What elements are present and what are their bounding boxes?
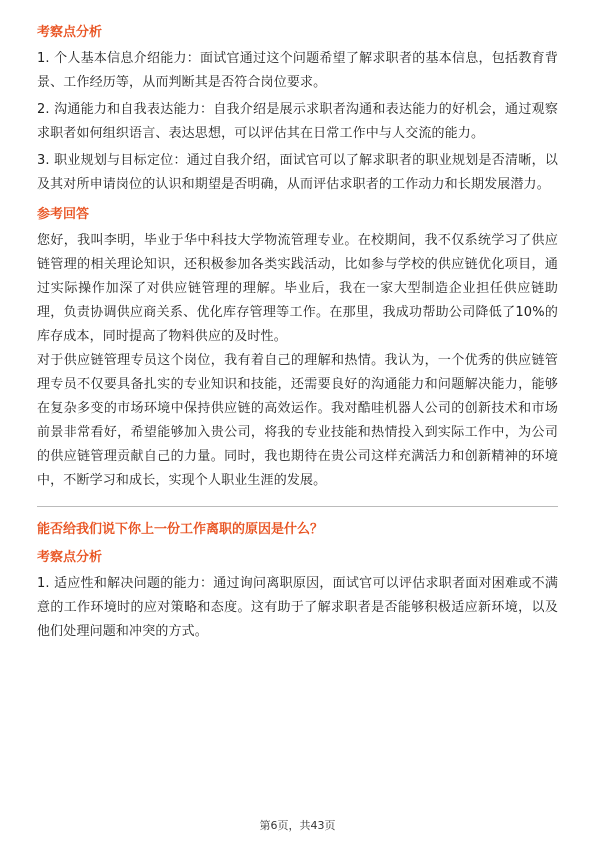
analysis-list [37,572,558,644]
section-divider [37,506,558,507]
analysis-item: 2. 沟通能力和自我表达能力：自我介绍是展示求职者沟通和表达能力的好机会，通过观察求职者如何组织语言、表达思想，可以评估其在日常工作中与人交流的能力。 [37,102,558,141]
reference-answer-heading: 参考回答 [37,207,90,222]
reference-paragraph: 对于供应链管理专员这个岗位，我有着自己的理解和热情。我认为，一个优秀的供应链管理专员不仅要具备扎实的专业知识和技能，还需要良好的沟通能力和问题解决能力，能够在复杂多变的市场环境中保持供应链的高效运作。我对酷哇机器人公司的创新技术和市场前景非常看好，希望能够加入贵公司，将我的专业技能和热情投入到实际工作中，为公司的供应链管理贡献自己的力量。同时，我也期待在贵公司这样充满活力和创新精神的环境中，不断学习和成长，实现个人职业生涯的发展。 [37,353,558,488]
reference-paragraph: 您好，我叫李明，毕业于华中科技大学物流管理专业。在校期间，我不仅系统学习了供应链管理的相关理论知识，还积极参加各类实践活动，比如参与学校的供应链优化项目，通过实际操作加深了对供应链管理的理解。毕业后，我在一家大型制造企业担任供应链助理，负责协调供应商关系、优化库存管理等工作。在那里，我成功帮助公司降低了10%的库存成本，同时提高了物料供应的及时性。 [37,233,558,344]
page-number: 第6页，共43页 [259,819,336,832]
reference-answer-body [37,229,558,493]
analysis-item: 1. 适应性和解决问题的能力：通过询问离职原因，面试官可以评估求职者面对困难或不满意的工作环境时的应对策略和态度。这有助于了解求职者是否能够积极适应新环境，以及他们处理问题和冲突的方式。 [37,576,558,639]
analysis-item: 3. 职业规划与目标定位：通过自我介绍，面试官可以了解求职者的职业规划是否清晰，以及其对所申请岗位的认识和期望是否明确，从而评估求职者的工作动力和长期发展潜力。 [37,153,558,192]
analysis-heading: 考察点分析 [37,25,103,40]
analysis-item: 1. 个人基本信息介绍能力：面试官通过这个问题希望了解求职者的基本信息，包括教育背景、工作经历等，从而判断其是否符合岗位要求。 [37,51,558,90]
page-content [37,23,558,647]
question-heading: 能否给我们说下你上一份工作离职的原因是什么？ [37,522,324,537]
analysis-list [37,47,558,197]
analysis-heading: 考察点分析 [37,550,103,565]
